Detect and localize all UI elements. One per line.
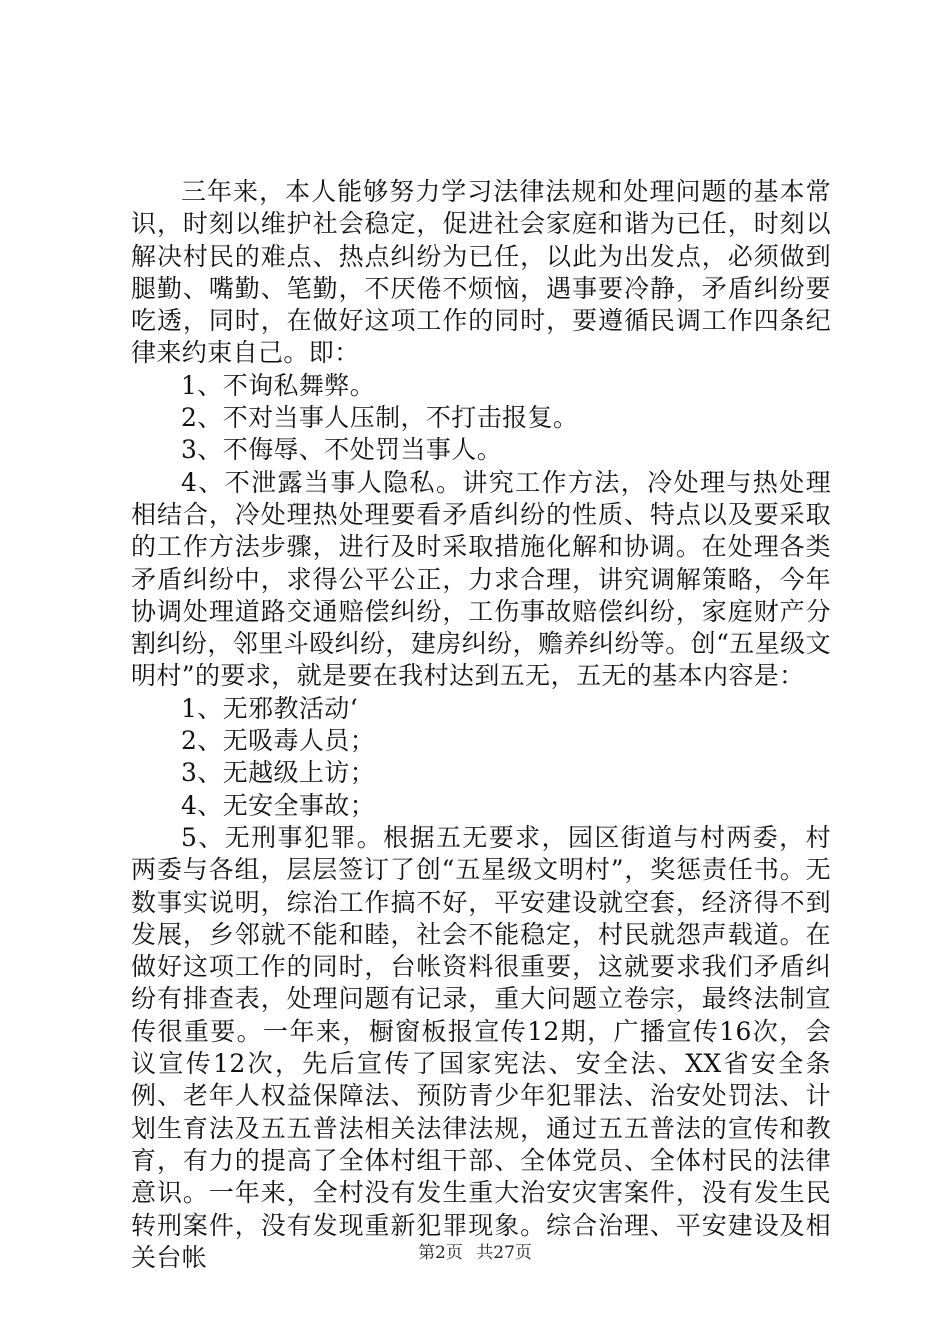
paragraph: 1、无邪教活动‘ xyxy=(181,693,359,723)
page-number: 第2页 xyxy=(418,1243,463,1263)
page-total: 共27页 xyxy=(476,1243,532,1263)
paragraph: 5、无刑事犯罪。根据五无要求，园区街道与村两委，村两委与各组，层层签订了创“五星级文明村”，奖惩责任书。无数事实说明，综治工作搞不好，平安建设就空套，经济得不到发展，乡邻就不能和睦，社会不能稳定，村民就怨声载道。在做好这项工作的同时，台帐资料很重要，这就要求我们矛盾纠纷有排查表，处理问题有记录，重大问题立卷宗，最终法制宣传很重要。一年来，橱窗板报宣传12期，广播宣传16次，会议宣传12次，先后宣传了国家宪法、安全法、XX省安全条例、老年人权益保障法、预防青少年犯罪法、治安处罚法、计划生育法及五五普法相关法律法规，通过五五普法的宣传和教育，有力的提高了全体村组干部、全体党员、全体村民的法律意识。一年来，全村没有发生重大治安灾害案件，没有发生民转刑案件，没有发现重新犯罪现象。综合治理、平安建设及相关台帐 xyxy=(131,822,831,1272)
paragraph: 3、无越级上访； xyxy=(181,758,376,788)
page-footer xyxy=(0,1242,950,1264)
document-body xyxy=(131,176,831,1274)
paragraph: 1、不询私舞弊。 xyxy=(181,370,376,400)
paragraph: 3、不侮辱、不处罚当事人。 xyxy=(181,435,503,465)
paragraph: 2、无吸毒人员； xyxy=(181,726,376,756)
paragraph: 4、不泄露当事人隐私。讲究工作方法，冷处理与热处理相结合，冷处理热处理要看矛盾纠纷的性质、特点以及要采取的工作方法步骤，进行及时采取措施化解和协调。在处理各类矛盾纠纷中，求得公平公正，力求合理，讲究调解策略，今年协调处理道路交通赔偿纠纷，工伤事故赔偿纠纷，家庭财产分割纠纷，邻里斗殴纠纷，建房纠纷，赡养纠纷等。创“五星级文明村”的要求，就是要在我村达到五无，五无的基本内容是： xyxy=(131,467,831,691)
paragraph: 三年来，本人能够努力学习法律法规和处理问题的基本常识，时刻以维护社会稳定，促进社会家庭和谐为已任，时刻以解决村民的难点、热点纠纷为已任，以此为出发点，必须做到腿勤、嘴勤、笔勤，不厌倦不烦恼，遇事要冷静，矛盾纠纷要吃透，同时，在做好这项工作的同时，要遵循民调工作四条纪律来约束自己。即： xyxy=(131,177,831,368)
paragraph: 4、无安全事故； xyxy=(181,790,376,820)
paragraph: 2、不对当事人压制，不打击报复。 xyxy=(181,403,579,433)
